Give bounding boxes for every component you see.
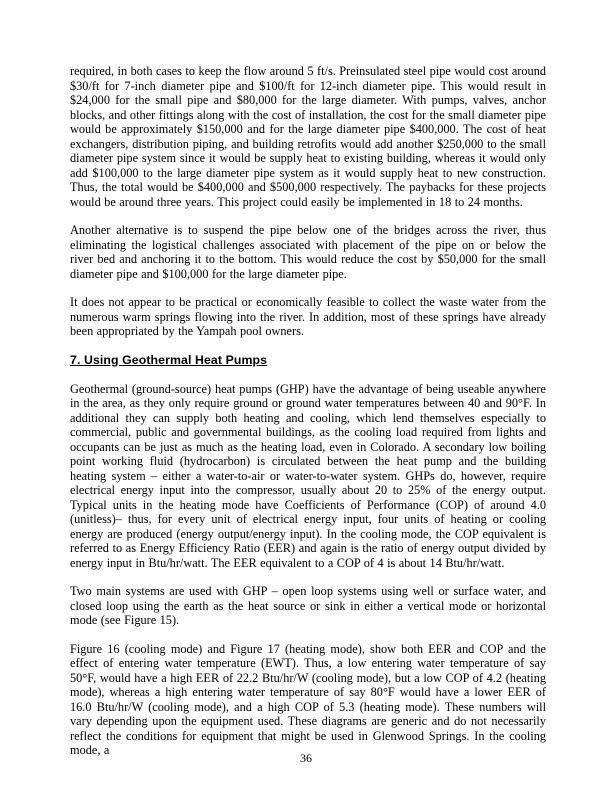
section-heading-geothermal-heat-pumps: 7. Using Geothermal Heat Pumps <box>70 352 268 367</box>
paragraph-figures-eer-cop: Figure 16 (cooling mode) and Figure 17 (heating mode), show both EER and COP and the effect of entering water temperature (EWT). Thus, a low entering water temperature of say 50°F, would have a high EER of 22.2 Btu/hr/W (cooling mode), but a low COP of 4.2 (heating mode), whereas a high entering water temperature of say 80°F would have a lower EER of 16.0 Btu/hr/W (cooling mode), and a high COP of 5.3 (heating mode). These numbers will vary depending upon the equipment used. These diagrams are generic and do not necessarily reflect the conditions for equipment that might be used in Glenwood Springs. In the cooling mode, a <box>70 641 546 757</box>
paragraph-two-main-systems: Two main systems are used with GHP – open loop systems using well or surface water, and closed loop using the earth as the heat source or sink in either a vertical mode or horizontal mode (see Figure 15). <box>70 584 546 627</box>
page-content <box>70 64 546 772</box>
paragraph-pipe-costs: required, in both cases to keep the flow around 5 ft/s. Preinsulated steel pipe would cost around $30/ft for 7-inch diameter pipe and $100/ft for 12-inch diameter pipe. This would result in $24,000 for the small pipe and $80,000 for the large diameter. With pumps, valves, anchor blocks, and other fittings along with the cost of installation, the cost for the small diameter pipe would be approximately $150,000 and for the large diameter pipe $400,000. The cost of heat exchangers, distribution piping, and building retrofits would add another $250,000 to the small diameter pipe system since it would be supply heat to existing building, whereas it would only add $100,000 to the large diameter pipe system as it would supply heat to new construction. Thus, the total would be $400,000 and $500,000 respectively. The paybacks for these projects would be around three years. This project could easily be implemented in 18 to 24 months. <box>70 64 546 209</box>
paragraph-waste-water: It does not appear to be practical or economically feasible to collect the waste water from the numerous warm springs flowing into the river. In addition, most of these springs have already been appropriated by the Yampah pool owners. <box>70 295 546 338</box>
paragraph-ghp-overview: Geothermal (ground-source) heat pumps (GHP) have the advantage of being useable anywhere in the area, as they only require ground or ground water temperatures between 40 and 90°F. In additional they can supply both heating and cooling, which lend themselves especially to commercial, public and governmental buildings, as the cooling load required from lights and occupants can be just as much as the heating load, even in Colorado. A secondary low boiling point working fluid (hydrocarbon) is circulated between the heat pump and the building heating system – either a water-to-air or water-to-water system. GHPs do, however, require electrical energy input into the compressor, usually about 20 to 25% of the energy output. Typical units in the heating mode have Coefficients of Performance (COP) of around 4.0 (unitless)– thus, for every unit of electrical energy input, four units of heating or cooling energy are produced (energy output/energy input). In the cooling mode, the COP equivalent is referred to as Energy Efficiency Ratio (EER) and again is the ratio of energy output divided by energy input in Btu/hr/watt. The EER equivalent to a COP of 4 is about 14 Btu/hr/watt. <box>70 381 546 570</box>
paragraph-bridge-alternative: Another alternative is to suspend the pipe below one of the bridges across the river, thus eliminating the logistical challenges associated with placement of the pipe on or below the river bed and anchoring it to the bottom. This would reduce the cost by $50,000 for the small diameter pipe and $100,000 for the large diameter pipe. <box>70 223 546 281</box>
page-number: 36 <box>300 751 312 765</box>
